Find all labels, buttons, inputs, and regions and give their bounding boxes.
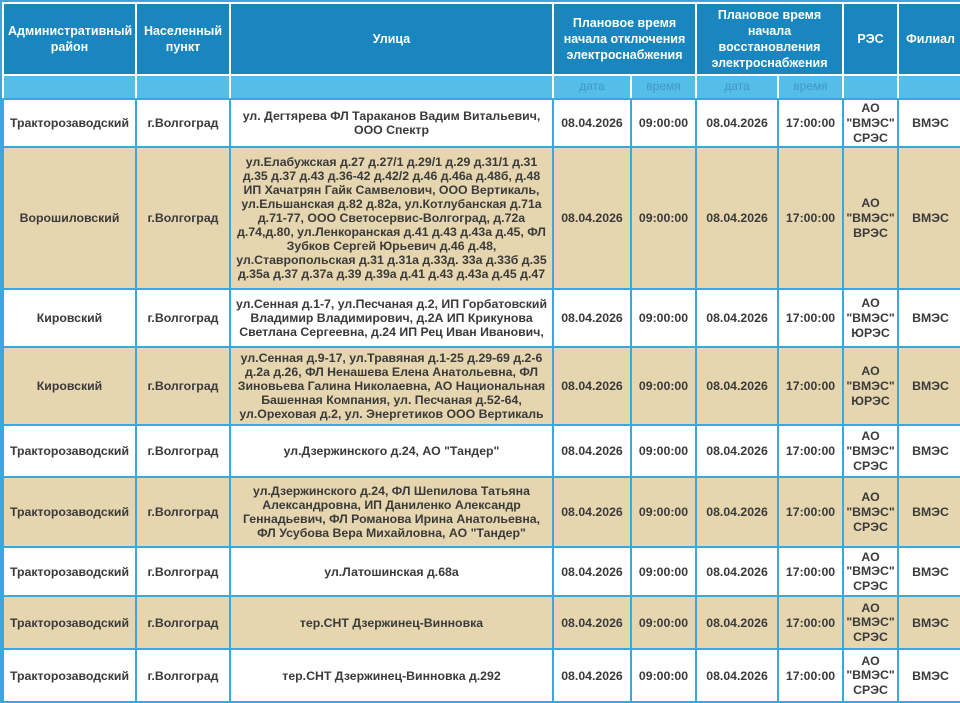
cell-off-date: 08.04.2026 [553, 289, 631, 347]
header-row [3, 3, 960, 75]
subheader-on-date: дата [696, 75, 778, 99]
header-admin-district: Административный район [3, 3, 136, 75]
cell-res: АО "ВМЭС" ВРЭС [843, 147, 898, 289]
cell-res: АО "ВМЭС" ЮРЭС [843, 289, 898, 347]
cell-settlement: г.Волгоград [136, 99, 230, 147]
table-row [3, 596, 960, 649]
table-row [3, 425, 960, 477]
cell-on-date: 08.04.2026 [696, 99, 778, 147]
cell-street: ул.Дзержинского д.24, АО "Тандер" [230, 425, 553, 477]
cell-street: тер.СНТ Дзержинец-Винновка д.292 [230, 649, 553, 702]
outage-table [2, 2, 960, 703]
header-res: РЭС [843, 3, 898, 75]
cell-on-date: 08.04.2026 [696, 425, 778, 477]
cell-off-date: 08.04.2026 [553, 547, 631, 596]
cell-off-date: 08.04.2026 [553, 99, 631, 147]
cell-branch: ВМЭС [898, 425, 960, 477]
cell-on-time: 17:00:00 [778, 347, 843, 425]
cell-street: ул.Елабужская д.27 д.27/1 д.29/1 д.29 д.31/1 д.31 д.35 д.37 д.43 д.36-42 д.42/2 д.46 д.46а д.48б, д.48 ИП Хачатрян Гайк Самвелович, ООО Вертикаль, ул.Ельшанская д.82 д.82а, ул.Котлубанская д.71а д.71-77, ООО Светосервис-Волгоград, д.72а д.74,д.80, ул.Ленкоранская д.41 д.43 д.43а д.45, ФЛ Зубков Сергей Юрьевич д.46 д.48, ул.Ставропольская д.31 д.31а д.33д. 33а д.33б д.35 д.35а д.37 д.37а д.39 д.39а д.41 д.43 д.43а д.45 д.47 [230, 147, 553, 289]
cell-off-time: 09:00:00 [631, 596, 696, 649]
subheader-empty-settlement [136, 75, 230, 99]
cell-on-date: 08.04.2026 [696, 477, 778, 547]
cell-settlement: г.Волгоград [136, 649, 230, 702]
cell-on-time: 17:00:00 [778, 649, 843, 702]
cell-branch: ВМЭС [898, 347, 960, 425]
cell-off-time: 09:00:00 [631, 425, 696, 477]
cell-on-date: 08.04.2026 [696, 596, 778, 649]
subheader-row [3, 75, 960, 99]
cell-settlement: г.Волгоград [136, 547, 230, 596]
cell-on-time: 17:00:00 [778, 99, 843, 147]
cell-off-time: 09:00:00 [631, 347, 696, 425]
cell-off-date: 08.04.2026 [553, 477, 631, 547]
cell-settlement: г.Волгоград [136, 596, 230, 649]
cell-branch: ВМЭС [898, 596, 960, 649]
cell-settlement: г.Волгоград [136, 425, 230, 477]
cell-district: Кировский [3, 289, 136, 347]
cell-district: Тракторозаводский [3, 99, 136, 147]
cell-district: Тракторозаводский [3, 596, 136, 649]
cell-settlement: г.Волгоград [136, 477, 230, 547]
subheader-empty-street [230, 75, 553, 99]
cell-settlement: г.Волгоград [136, 347, 230, 425]
subheader-off-time: время [631, 75, 696, 99]
header-street: Улица [230, 3, 553, 75]
cell-off-date: 08.04.2026 [553, 649, 631, 702]
cell-on-time: 17:00:00 [778, 477, 843, 547]
header-outage-group: Плановое время начала отключения электроснабжения [553, 3, 696, 75]
subheader-off-date: дата [553, 75, 631, 99]
cell-res: АО "ВМЭС" СРЭС [843, 425, 898, 477]
cell-on-date: 08.04.2026 [696, 147, 778, 289]
cell-off-time: 09:00:00 [631, 99, 696, 147]
cell-off-time: 09:00:00 [631, 649, 696, 702]
cell-res: АО "ВМЭС" СРЭС [843, 99, 898, 147]
cell-res: АО "ВМЭС" СРЭС [843, 477, 898, 547]
cell-on-date: 08.04.2026 [696, 289, 778, 347]
cell-district: Тракторозаводский [3, 649, 136, 702]
cell-on-date: 08.04.2026 [696, 649, 778, 702]
header-restore-group: Плановое время начала восстановления электроснабжения [696, 3, 843, 75]
header-branch: Филиал [898, 3, 960, 75]
subheader-empty-district [3, 75, 136, 99]
cell-street: ул.Латошинская д.68а [230, 547, 553, 596]
subheader-empty-res [843, 75, 898, 99]
cell-res: АО "ВМЭС" СРЭС [843, 649, 898, 702]
cell-branch: ВМЭС [898, 147, 960, 289]
table-row [3, 347, 960, 425]
table-row [3, 649, 960, 702]
subheader-on-time: время [778, 75, 843, 99]
cell-branch: ВМЭС [898, 289, 960, 347]
cell-street: ул. Дегтярева ФЛ Тараканов Вадим Витальевич, ООО Спектр [230, 99, 553, 147]
cell-district: Тракторозаводский [3, 425, 136, 477]
cell-settlement: г.Волгоград [136, 289, 230, 347]
cell-on-time: 17:00:00 [778, 547, 843, 596]
cell-off-time: 09:00:00 [631, 147, 696, 289]
header-settlement: Населенный пункт [136, 3, 230, 75]
cell-off-date: 08.04.2026 [553, 596, 631, 649]
cell-street: тер.СНТ Дзержинец-Винновка [230, 596, 553, 649]
cell-on-date: 08.04.2026 [696, 547, 778, 596]
cell-street: ул.Дзержинского д.24, ФЛ Шепилова Татьяна Александровна, ИП Даниленко Александр Геннадьевич, ФЛ Романова Ирина Анатольевна, ФЛ Усубова Вера Михайловна, АО "Тандер" [230, 477, 553, 547]
cell-district: Тракторозаводский [3, 477, 136, 547]
cell-on-time: 17:00:00 [778, 289, 843, 347]
cell-branch: ВМЭС [898, 547, 960, 596]
cell-branch: ВМЭС [898, 477, 960, 547]
table-row [3, 147, 960, 289]
table-header [3, 3, 960, 99]
table-row [3, 99, 960, 147]
cell-on-time: 17:00:00 [778, 425, 843, 477]
cell-res: АО "ВМЭС" СРЭС [843, 596, 898, 649]
cell-res: АО "ВМЭС" ЮРЭС [843, 347, 898, 425]
cell-off-time: 09:00:00 [631, 289, 696, 347]
cell-street: ул.Сенная д.1-7, ул.Песчаная д.2, ИП Горбатовский Владимир Владимирович, д.2А ИП Крикунова Светлана Сергеевна, д.24 ИП Рец Иван Иванович, [230, 289, 553, 347]
cell-on-date: 08.04.2026 [696, 347, 778, 425]
cell-settlement: г.Волгоград [136, 147, 230, 289]
table-row [3, 289, 960, 347]
cell-district: Кировский [3, 347, 136, 425]
cell-res: АО "ВМЭС" СРЭС [843, 547, 898, 596]
cell-on-time: 17:00:00 [778, 596, 843, 649]
cell-on-time: 17:00:00 [778, 147, 843, 289]
cell-district: Ворошиловский [3, 147, 136, 289]
cell-branch: ВМЭС [898, 649, 960, 702]
cell-branch: ВМЭС [898, 99, 960, 147]
cell-off-time: 09:00:00 [631, 477, 696, 547]
cell-off-date: 08.04.2026 [553, 147, 631, 289]
table-body [3, 99, 960, 702]
table-row [3, 477, 960, 547]
cell-off-time: 09:00:00 [631, 547, 696, 596]
cell-district: Тракторозаводский [3, 547, 136, 596]
cell-street: ул.Сенная д.9-17, ул.Травяная д.1-25 д.29-69 д.2-6 д.2а д.26, ФЛ Ненашева Елена Анатольевна, ФЛ Зиновьева Галина Николаевна, АО Национальная Башенная Компания, ул. Песчаная д.52-64, ул.Ореховая д.2, ул. Энергетиков ООО Вертикаль [230, 347, 553, 425]
table-row [3, 547, 960, 596]
cell-off-date: 08.04.2026 [553, 347, 631, 425]
subheader-empty-branch [898, 75, 960, 99]
cell-off-date: 08.04.2026 [553, 425, 631, 477]
